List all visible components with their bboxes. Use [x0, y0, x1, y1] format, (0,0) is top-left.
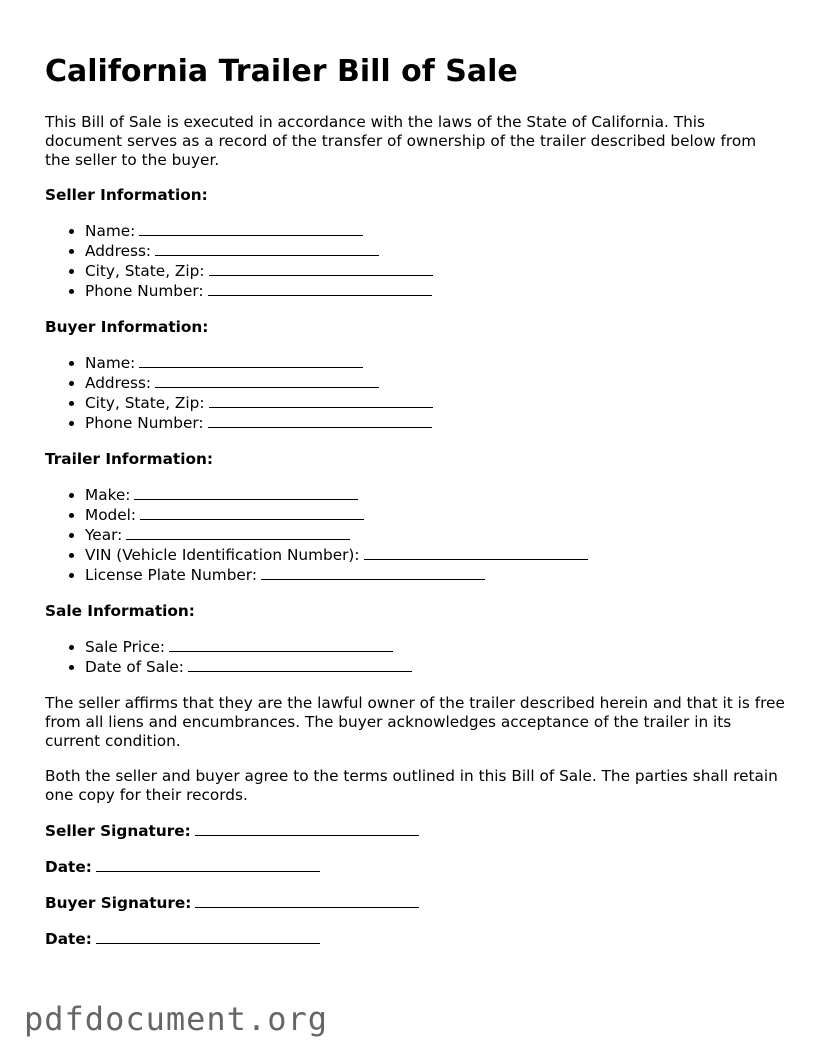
trailer-year-item: [85, 525, 785, 545]
sale-date-item: [85, 657, 785, 677]
blank-line[interactable]: [195, 893, 419, 908]
blank-line[interactable]: [155, 241, 379, 256]
field-label: Name:: [85, 222, 136, 240]
affirmation-paragraph: The seller affirms that they are the lawful owner of the trailer described herein and that it is free from all liens and encumbrances. The buyer acknowledges acceptance of the trailer in its current condition.: [45, 694, 785, 750]
blank-line[interactable]: [96, 929, 320, 944]
trailer-vin-item: [85, 545, 785, 565]
buyer-name-item: [85, 353, 785, 373]
field-label: Phone Number:: [85, 414, 204, 432]
blank-line[interactable]: [364, 545, 588, 560]
field-label: Date of Sale:: [85, 658, 184, 676]
buyer-fields-list: [45, 353, 785, 433]
field-label: Make:: [85, 486, 131, 504]
buyer-signature-label: Buyer Signature:: [45, 894, 192, 912]
field-label: Address:: [85, 242, 152, 260]
field-label: Year:: [85, 526, 123, 544]
buyer-date-label: Date:: [45, 930, 92, 948]
blank-line[interactable]: [188, 657, 412, 672]
blank-line[interactable]: [140, 505, 364, 520]
blank-line[interactable]: [261, 565, 485, 580]
field-label: City, State, Zip:: [85, 394, 205, 412]
seller-fields-list: [45, 221, 785, 301]
buyer-date-line: [45, 929, 785, 949]
seller-address-item: [85, 241, 785, 261]
blank-line[interactable]: [208, 281, 432, 296]
agreement-paragraph: Both the seller and buyer agree to the terms outlined in this Bill of Sale. The parties shall retain one copy for their records.: [45, 767, 778, 804]
seller-name-item: [85, 221, 785, 241]
field-label: City, State, Zip:: [85, 262, 205, 280]
field-label: Model:: [85, 506, 137, 524]
seller-date-line: [45, 857, 785, 877]
blank-line[interactable]: [96, 857, 320, 872]
buyer-city-item: [85, 393, 785, 413]
trailer-plate-item: [85, 565, 785, 585]
seller-signature-line: [45, 821, 785, 841]
document-page: [45, 54, 785, 965]
seller-heading: Seller Information:: [45, 186, 208, 204]
trailer-model-item: [85, 505, 785, 525]
blank-line[interactable]: [126, 525, 350, 540]
sale-price-item: [85, 637, 785, 657]
field-label: Sale Price:: [85, 638, 166, 656]
sale-fields-list: [45, 637, 785, 677]
blank-line[interactable]: [139, 221, 363, 236]
buyer-phone-item: [85, 413, 785, 433]
blank-line[interactable]: [169, 637, 393, 652]
buyer-heading: Buyer Information:: [45, 318, 209, 336]
seller-phone-item: [85, 281, 785, 301]
blank-line[interactable]: [195, 821, 419, 836]
blank-line[interactable]: [134, 485, 358, 500]
seller-signature-label: Seller Signature:: [45, 822, 191, 840]
buyer-address-item: [85, 373, 785, 393]
blank-line[interactable]: [208, 413, 432, 428]
blank-line[interactable]: [155, 373, 379, 388]
sale-heading: Sale Information:: [45, 602, 195, 620]
watermark: pdfdocument.org: [24, 1000, 328, 1038]
buyer-signature-line: [45, 893, 785, 913]
seller-date-label: Date:: [45, 858, 92, 876]
trailer-heading: Trailer Information:: [45, 450, 213, 468]
field-label: Address:: [85, 374, 152, 392]
trailer-make-item: [85, 485, 785, 505]
seller-city-item: [85, 261, 785, 281]
field-label: Name:: [85, 354, 136, 372]
blank-line[interactable]: [209, 393, 433, 408]
blank-line[interactable]: [209, 261, 433, 276]
trailer-fields-list: [45, 485, 785, 585]
field-label: Phone Number:: [85, 282, 204, 300]
blank-line[interactable]: [139, 353, 363, 368]
intro-paragraph: This Bill of Sale is executed in accordance with the laws of the State of California. This document serves as a record of the transfer of ownership of the trailer described below from the seller to the buyer.: [45, 113, 757, 169]
field-label: License Plate Number:: [85, 566, 257, 584]
document-title: California Trailer Bill of Sale: [45, 54, 518, 89]
field-label: VIN (Vehicle Identification Number):: [85, 546, 360, 564]
